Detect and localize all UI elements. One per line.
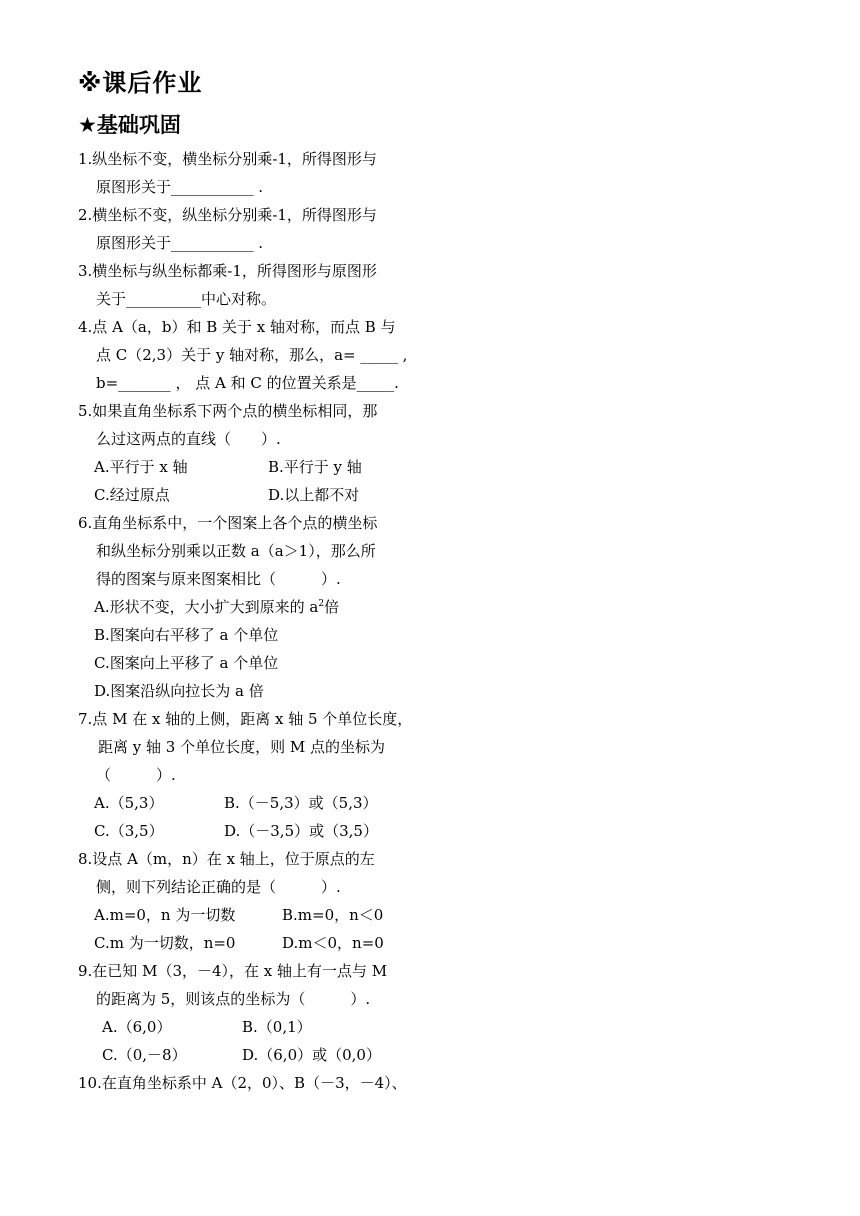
- q9-option-b: B.（0,1）: [242, 1018, 312, 1036]
- q5-line-2: 么过这两点的直线（ ）.: [96, 430, 281, 448]
- section-title: ※课后作业: [78, 69, 203, 97]
- q3-line-1: 3.横坐标与纵坐标都乘-1，所得图形与原图形: [78, 262, 377, 280]
- q5-option-d: D.以上都不对: [268, 486, 360, 504]
- q7-line-1: 7.点 M 在 x 轴的上侧，距离 x 轴 5 个单位长度，: [78, 710, 413, 728]
- q8-option-d: D.m＜0，n=0: [282, 934, 384, 952]
- q8-line-2: 侧，则下列结论正确的是（ ）.: [96, 878, 341, 896]
- q5-option-a: A.平行于 x 轴: [94, 458, 188, 476]
- q5-line-1: 5.如果直角坐标系下两个点的横坐标相同，那: [78, 402, 378, 420]
- q7-option-d: D.（－3,5）或（3,5）: [224, 822, 378, 840]
- subsection-title: ★基础巩固: [78, 113, 181, 137]
- q9-option-d: D.（6,0）或（0,0）: [242, 1046, 381, 1064]
- q7-line-2: 距离 y 轴 3 个单位长度，则 M 点的坐标为: [98, 738, 385, 756]
- q8-option-b: B.m=0，n＜0: [282, 906, 384, 924]
- q6-option-b: B.图案向右平移了 a 个单位: [94, 626, 279, 644]
- q6-line-2: 和纵坐标分别乘以正数 a（a＞1），那么所: [96, 542, 376, 560]
- q9-line-2: 的距离为 5，则该点的坐标为（ ）.: [96, 990, 371, 1008]
- q8-option-c: C.m 为一切数，n=0: [94, 934, 236, 952]
- q4-line-1: 4.点 A（a，b）和 B 关于 x 轴对称，而点 B 与: [78, 318, 396, 336]
- q7-option-a: A.（5,3）: [94, 794, 164, 812]
- q7-option-b: B.（－5,3）或（5,3）: [224, 794, 378, 812]
- q5-option-c: C.经过原点: [94, 486, 170, 504]
- q7-option-c: C.（3,5）: [94, 822, 164, 840]
- q9-option-a: A.（6,0）: [102, 1018, 172, 1036]
- q6-option-c: C.图案向上平移了 a 个单位: [94, 654, 279, 672]
- q1-line-1: 1.纵坐标不变，横坐标分别乘-1，所得图形与: [78, 150, 377, 168]
- q6-line-3: 得的图案与原来图案相比（ ）.: [96, 570, 341, 588]
- q6-option-a-exponent: 2: [318, 599, 325, 609]
- q2-line-1: 2.横坐标不变，纵坐标分别乘-1，所得图形与: [78, 206, 377, 224]
- q2-line-2: 原图形关于___________ .: [96, 234, 264, 252]
- q3-line-2: 关于__________中心对称。: [96, 290, 277, 308]
- q6-option-a: [94, 596, 339, 618]
- q6-option-a-suffix: 倍: [324, 598, 340, 616]
- q10-line-1: 10.在直角坐标系中 A（2，0）、B（－3，－4）、: [78, 1074, 407, 1092]
- q5-option-b: B.平行于 y 轴: [268, 458, 362, 476]
- q6-option-a-text: A.形状不变，大小扩大到原来的 a: [94, 598, 319, 616]
- q4-line-2: 点 C（2,3）关于 y 轴对称，那么，a= _____ ,: [96, 346, 408, 364]
- q8-option-a: A.m=0，n 为一切数: [94, 906, 236, 924]
- q6-line-1: 6.直角坐标系中，一个图案上各个点的横坐标: [78, 514, 378, 532]
- q7-line-3: （ ）.: [96, 766, 176, 784]
- q1-line-2: 原图形关于___________ .: [96, 178, 264, 196]
- q9-line-1: 9.在已知 M（3，－4），在 x 轴上有一点与 M: [78, 962, 388, 980]
- q6-option-d: D.图案沿纵向拉长为 a 倍: [94, 682, 264, 700]
- q9-option-c: C.（0,－8）: [102, 1046, 187, 1064]
- q4-line-3: b=_______ ， 点 A 和 C 的位置关系是_____.: [96, 374, 399, 392]
- q8-line-1: 8.设点 A（m，n）在 x 轴上，位于原点的左: [78, 850, 375, 868]
